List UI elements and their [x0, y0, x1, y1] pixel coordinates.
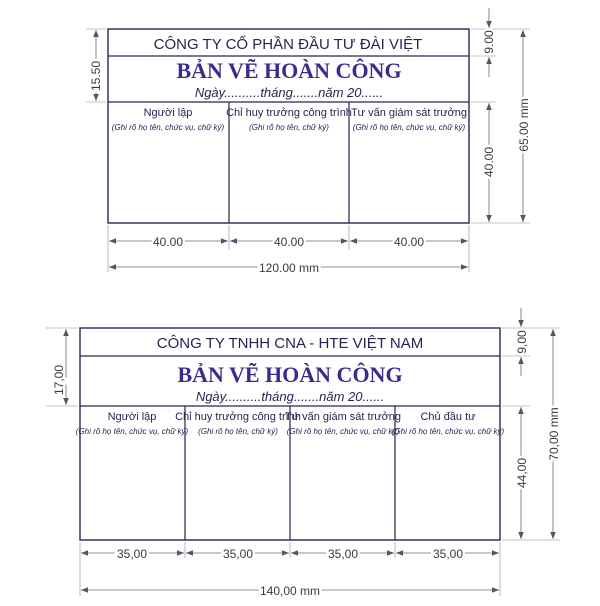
stamp-1-role-label: Người lập — [143, 107, 193, 119]
stamp-2-role-note: (Ghi rõ họ tên, chức vụ, chữ ký) — [286, 427, 400, 436]
dimension-label: 35,00 — [116, 547, 148, 561]
dimension-label: 40.00 — [152, 235, 184, 249]
dimension-label: 40.00 — [393, 235, 425, 249]
stamp-2 — [46, 308, 561, 598]
dimension-label: 15.50 — [89, 60, 103, 92]
stamp-2-role-label: Người lập — [107, 411, 157, 423]
dimension-label: 17,00 — [52, 364, 66, 396]
stamp-2-role-note: (Ghi rõ họ tên, chữ ký) — [198, 427, 278, 436]
stamp-1-role-label: Chỉ huy trưởng công trình — [226, 107, 352, 119]
stamp-1-role-note: (Ghi rõ họ tên, chức vụ, chữ ký) — [111, 123, 225, 132]
stamp-1 — [86, 8, 531, 275]
stamp-2-role-note: (Ghi rõ họ tên, chức vụ, chữ ký) — [75, 427, 189, 436]
stamp-2-company-name: CÔNG TY TNHH CNA - HTE VIỆT NAM — [156, 335, 424, 352]
stamp-1-role-note: (Ghi rõ họ tên, chữ ký) — [249, 123, 329, 132]
stamp-2-role-label: Chủ đầu tư — [420, 411, 476, 423]
dimension-label: 35,00 — [222, 547, 254, 561]
dimension-label: 9.00 — [482, 30, 496, 54]
dimension-label: 40.00 — [482, 146, 496, 178]
dimension-label: 140,00 mm — [259, 584, 321, 598]
dimension-label: 35,00 — [327, 547, 359, 561]
stamp-2-title: BẢN VẼ HOÀN CÔNG — [177, 362, 403, 387]
stamp-2-role-label: Chỉ huy trưởng công trình — [175, 411, 301, 423]
dimension-label: 70,00 mm — [547, 407, 561, 461]
stamp-1-title: BẢN VẼ HOÀN CÔNG — [176, 58, 402, 83]
dimension-label: 120.00 mm — [258, 261, 320, 275]
stamp-1-date-line: Ngày..........tháng.......năm 20...... — [194, 85, 384, 100]
dimension-label: 9,00 — [515, 330, 529, 354]
stamp-2-date-line: Ngày..........tháng.......năm 20...... — [195, 389, 385, 404]
stamp-1-role-note: (Ghi rõ họ tên, chức vụ, chữ ký) — [352, 123, 466, 132]
dimension-label: 44,00 — [515, 457, 529, 489]
dimension-label: 65.00 mm — [517, 98, 531, 152]
stamp-1-company-name: CÔNG TY CỔ PHẦN ĐẦU TƯ ĐÀI VIỆT — [153, 36, 423, 53]
stamp-2-role-label: Tư vấn giám sát trưởng — [284, 411, 402, 423]
stamp-1-role-label: Tư vấn giám sát trưởng — [350, 107, 468, 119]
dimension-label: 35,00 — [432, 547, 464, 561]
dimension-label: 40.00 — [273, 235, 305, 249]
stamp-2-role-note: (Ghi rõ họ tên, chức vụ, chữ ký) — [391, 427, 505, 436]
